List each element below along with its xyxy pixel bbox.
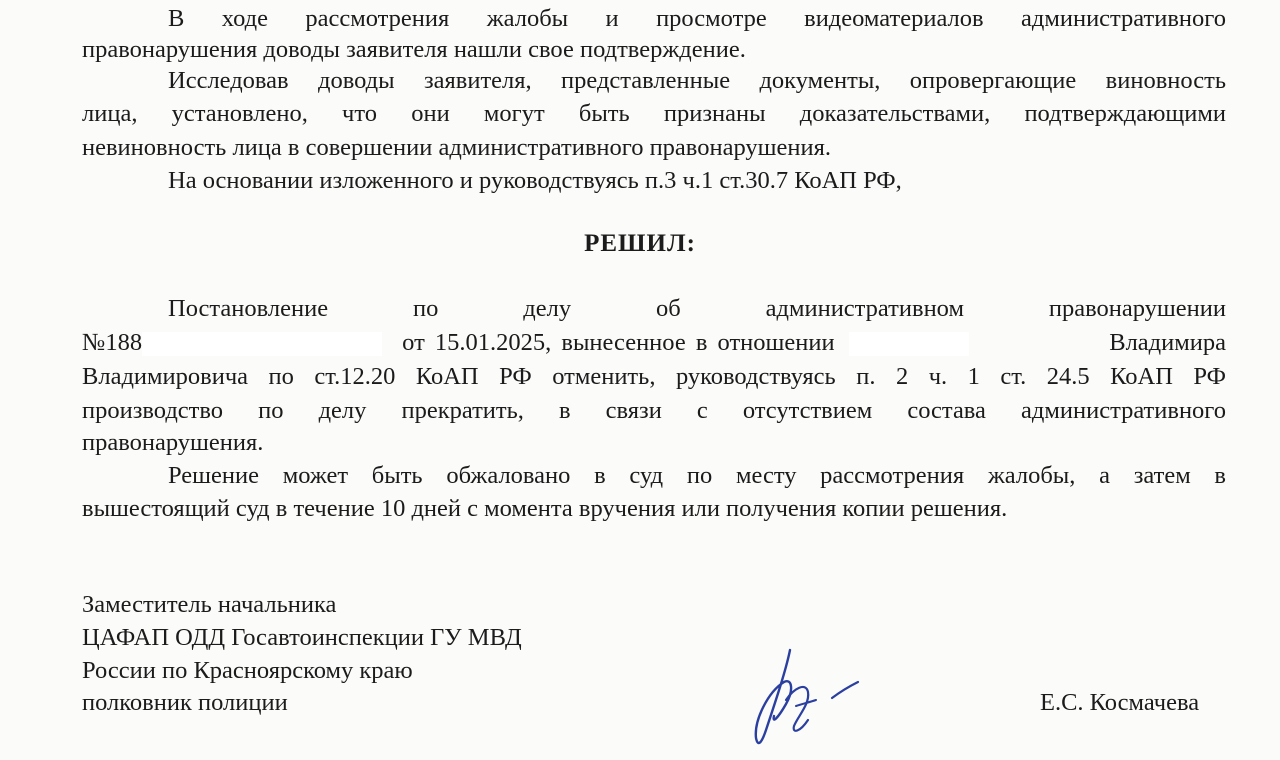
paragraph-1-line-1: В ходе рассмотрения жалобы и просмотре видеоматериалов административного: [168, 5, 1226, 32]
paragraph-4-line-3: Владимировича по ст.12.20 КоАП РФ отменить, руководствуясь п. 2 ч. 1 ст. 24.5 КоАП РФ: [82, 363, 1226, 390]
signatory-name: Е.С. Космачева: [1040, 689, 1200, 716]
redacted-surname: [849, 332, 969, 356]
signatory-region: России по Красноярскому краю: [82, 657, 413, 684]
paragraph-4-line-5: правонарушения.: [82, 429, 264, 456]
paragraph-5-line-1: Решение может быть обжаловано в суд по месту рассмотрения жалобы, а затем в: [168, 462, 1226, 489]
decision-heading: РЕШИЛ:: [584, 230, 696, 257]
paragraph-5-line-2: вышестоящий суд в течение 10 дней с момента вручения или получения копии решения.: [82, 495, 1008, 522]
redacted-case-number: [142, 332, 382, 356]
case-description: от 15.01.2025, вынесенное в отношении: [402, 329, 835, 356]
signatory-rank: полковник полиции: [82, 689, 288, 716]
paragraph-2-line-1: Исследовав доводы заявителя, представленные документы, опровергающие виновность: [168, 67, 1226, 94]
paragraph-4-line-4: производство по делу прекратить, в связи с отсутствием состава административного: [82, 397, 1226, 424]
paragraph-4-line-1: Постановление по делу об административном правонарушении: [168, 295, 1226, 322]
signatory-department: ЦАФАП ОДД Госавтоинспекции ГУ МВД: [82, 624, 522, 651]
paragraph-4-line-2: [82, 328, 1226, 358]
case-number-prefix: №188: [82, 329, 143, 356]
first-name: Владимира: [1109, 329, 1226, 356]
signature: [728, 620, 868, 760]
paragraph-3-line-1: На основании изложенного и руководствуясь п.3 ч.1 ст.30.7 КоАП РФ,: [168, 167, 902, 194]
paragraph-1-line-2: правонарушения доводы заявителя нашли свое подтверждение.: [82, 36, 746, 63]
paragraph-2-line-3: невиновность лица в совершении административного правонарушения.: [82, 134, 831, 161]
signatory-position: Заместитель начальника: [82, 591, 337, 618]
paragraph-2-line-2: лица, установлено, что они могут быть признаны доказательствами, подтверждающими: [82, 100, 1226, 127]
